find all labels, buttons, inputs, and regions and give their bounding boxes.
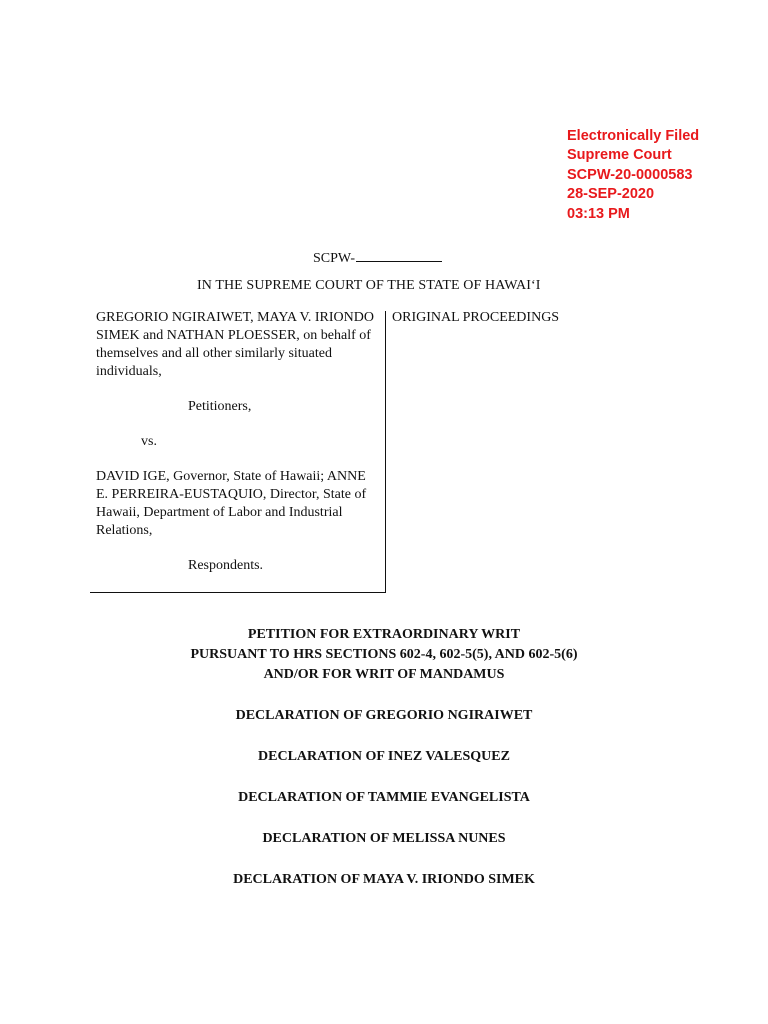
electronic-filing-stamp — [567, 127, 699, 224]
declaration-title: DECLARATION OF MAYA V. IRIONDO SIMEK — [233, 872, 535, 887]
declaration-title: DECLARATION OF INEZ VALESQUEZ — [258, 749, 510, 764]
petition-title-line: PURSUANT TO HRS SECTIONS 602-4, 602-5(5), AND 602-5(6) — [190, 647, 578, 662]
petition-title-line: AND/OR FOR WRIT OF MANDAMUS — [263, 667, 505, 682]
petition-title — [0, 625, 768, 685]
petitioners-names: GREGORIO NGIRAIWET, MAYA V. IRIONDO SIMEK and NATHAN PLOESSER, on behalf of themselves and all other similarly situated individuals, — [96, 310, 374, 379]
stamp-court-label: Supreme Court — [567, 147, 672, 164]
stamp-filed-label: Electronically Filed — [567, 128, 700, 144]
caption-bottom-rule — [90, 592, 386, 593]
respondents-role: Respondents. — [188, 558, 264, 573]
stamp-date: 28-SEP-2020 — [567, 186, 655, 203]
declaration-title: DECLARATION OF TAMMIE EVANGELISTA — [238, 790, 530, 805]
docket-prefix: SCPW- — [313, 251, 356, 266]
respondents-names: DAVID IGE, Governor, State of Hawaii; ANNE E. PERREIRA-EUSTAQUIO, Director, State of Hawaii, Department of Labor and Industrial Relations, — [96, 469, 367, 538]
petitioners-role: Petitioners, — [188, 399, 252, 414]
docket-number-line — [313, 249, 442, 268]
case-caption-parties — [96, 309, 378, 575]
court-name-heading: IN THE SUPREME COURT OF THE STATE OF HAWAI‘I — [197, 278, 541, 293]
docket-number-blank — [356, 249, 442, 262]
stamp-time: 03:13 PM — [567, 205, 630, 222]
document-titles — [0, 625, 768, 890]
stamp-case-number: SCPW-20-0000583 — [567, 166, 693, 183]
declaration-title: DECLARATION OF MELISSA NUNES — [262, 831, 506, 846]
versus-label: vs. — [141, 434, 157, 449]
petition-title-line: PETITION FOR EXTRAORDINARY WRIT — [247, 627, 521, 642]
caption-vertical-divider — [385, 311, 386, 592]
proceeding-type-label: ORIGINAL PROCEEDINGS — [392, 310, 560, 325]
declaration-title: DECLARATION OF GREGORIO NGIRAIWET — [235, 708, 533, 723]
